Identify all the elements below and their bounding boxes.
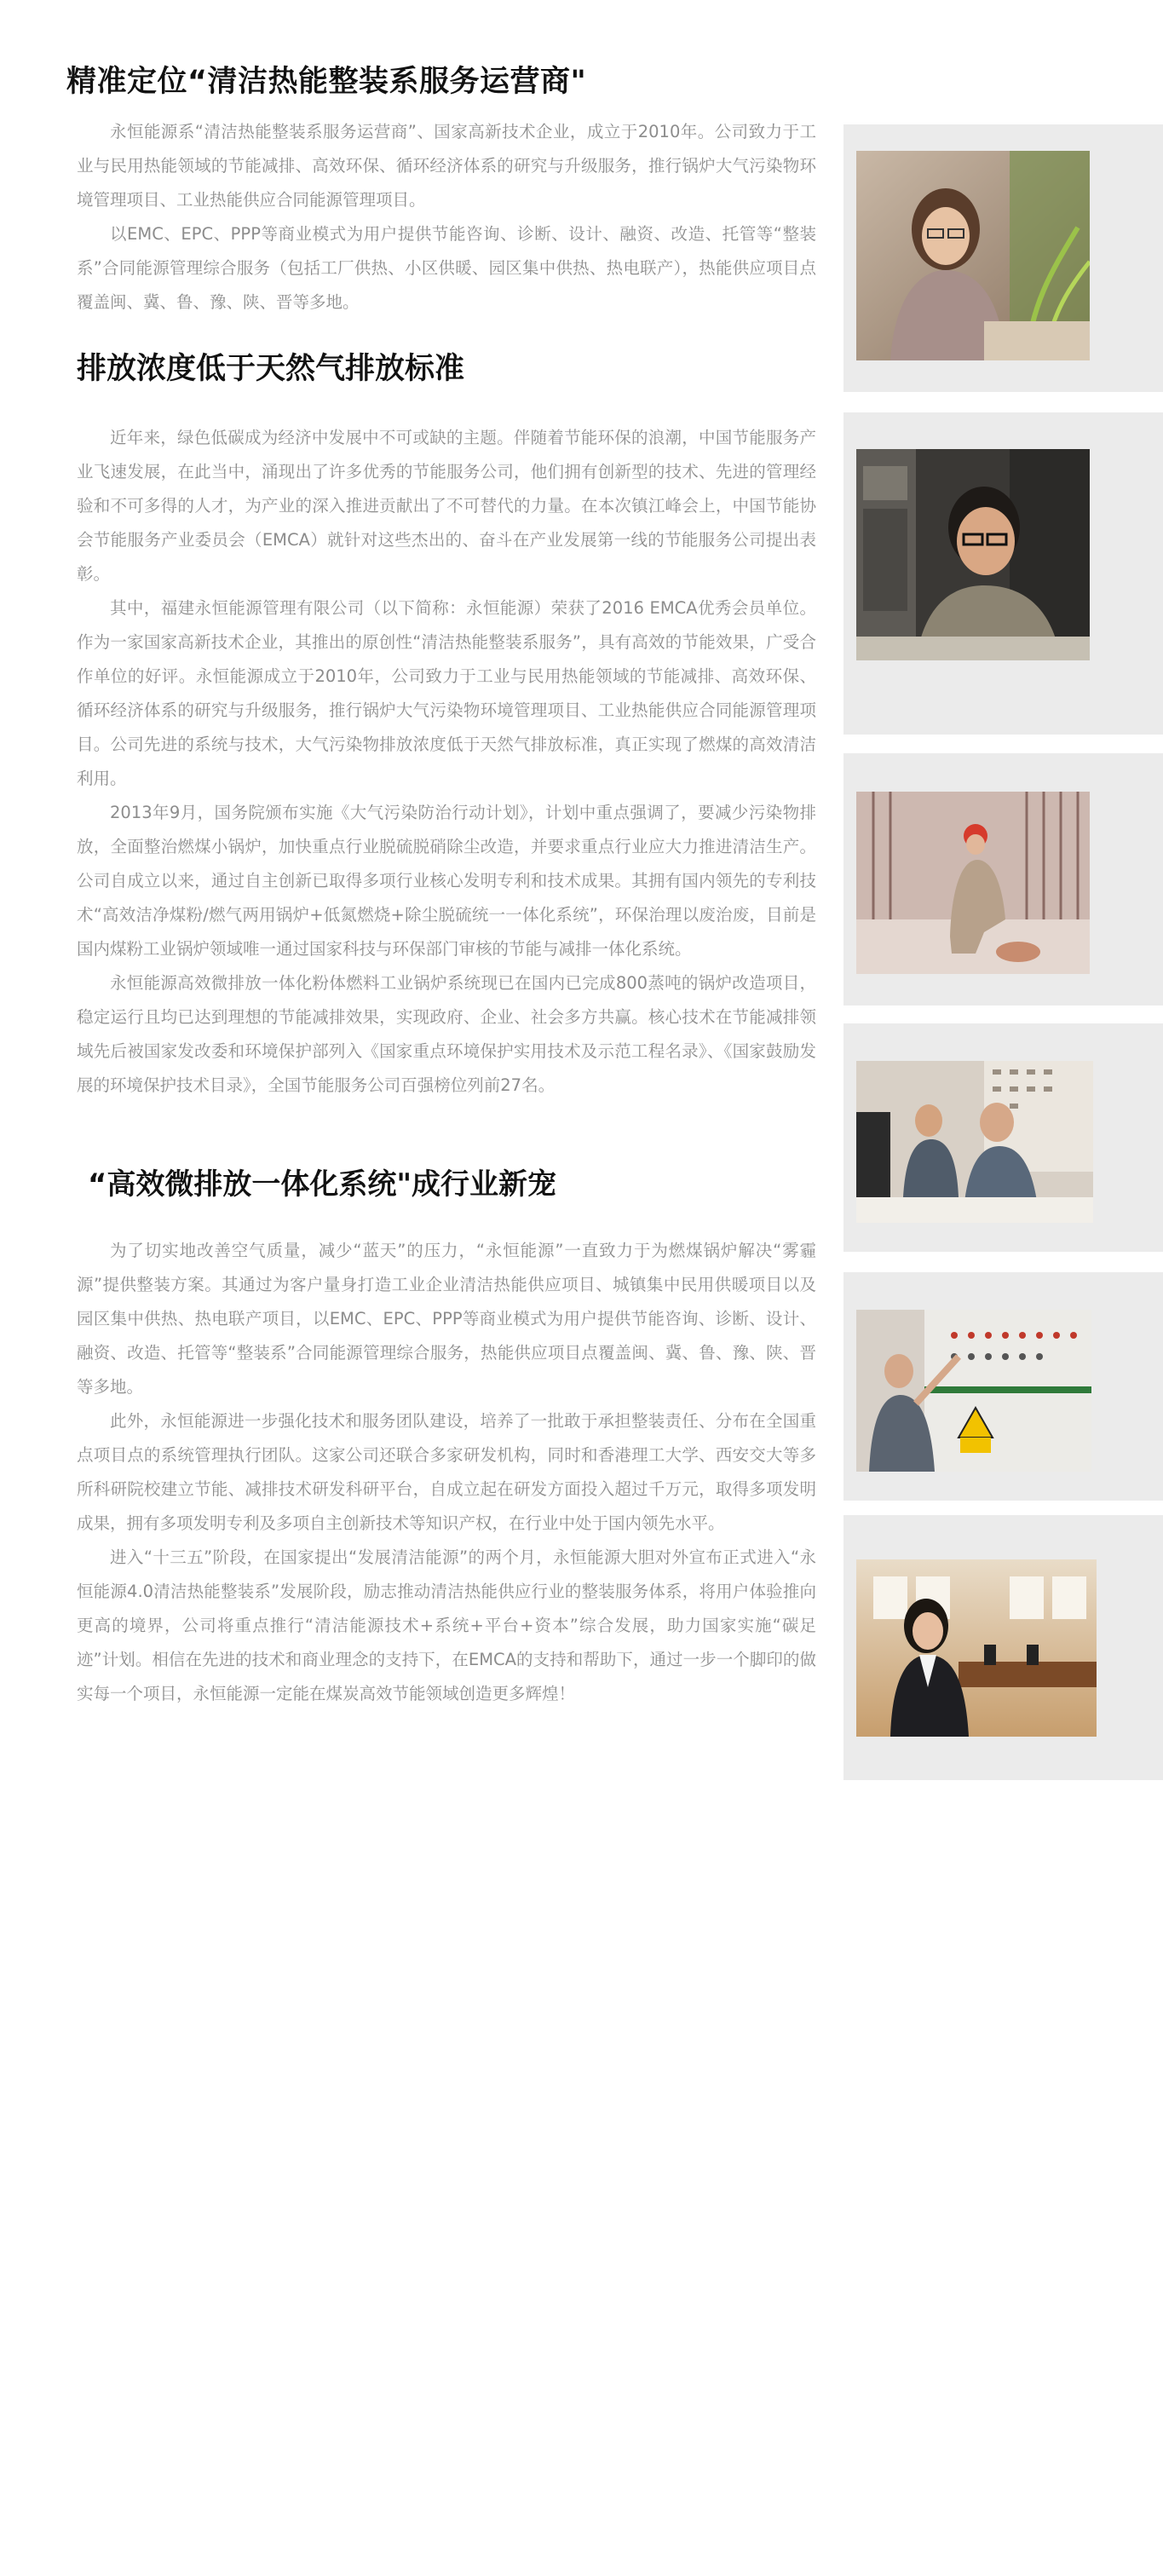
section-2-title: 排放浓度低于天然气排放标准 bbox=[77, 352, 465, 386]
photo-panel-5 bbox=[843, 1272, 1163, 1501]
section-3-title: “高效微排放一体化系统"成行业新宠 bbox=[88, 1167, 557, 1202]
section-2-body bbox=[77, 421, 816, 1103]
section-1-title: 精准定位“清洁热能整装系服务运营商" bbox=[66, 65, 587, 99]
technician-at-switchboard-photo bbox=[856, 1310, 1091, 1472]
paragraph: 以EMC、EPC、PPP等商业模式为用户提供节能咨询、诊断、设计、融资、改造、托管等“整装系”合同能源管理综合服务（包括工厂供热、小区供暖、园区集中供热、热电联产），热能供应项目点覆盖闽、冀、鲁、豫、陕、晋等多地。 bbox=[77, 224, 816, 312]
paragraph: 其中，福建永恒能源管理有限公司（以下简称：永恒能源）荣获了2016 EMCA优秀会员单位。作为一家国家高新技术企业，其推出的原创性“清洁热能整装系服务”，具有高效的节能效果，广受合作单位的好评。永恒能源成立于2010年，公司致力于工业与民用热能领域的节能减排、高效环保、循环经济体系的研究与升级服务，推行锅炉大气污染物环境管理项目、工业热能供应合同能源管理项目。公司先进的系统与技术，大气污染物排放浓度低于天然气排放标准，真正实现了燃煤的高效清洁利用。 bbox=[77, 598, 816, 788]
worker-in-boiler-room-photo bbox=[856, 792, 1090, 974]
paragraph: 2013年9月，国务院颁布实施《大气污染防治行动计划》，计划中重点强调了，要减少污染物排放，全面整治燃煤小锅炉，加快重点行业脱硫脱硝除尘改造，并要求重点行业应大力推进清洁生产。公司自成立以来，通过自主创新已取得多项行业核心发明专利和技术成果。其拥有国内领先的专利技术“高效洁净煤粉/燃气两用锅炉+低氮燃烧+除尘脱硫统一一体化系统”，环保治理以废治废，目前是国内煤粉工业锅炉领域唯一通过国家科技与环保部门审核的节能与减排一体化系统。 bbox=[77, 803, 816, 959]
photo-panel-4 bbox=[843, 1023, 1163, 1252]
engineer-at-control-panel-photo bbox=[856, 449, 1090, 660]
photo-panel-2 bbox=[843, 412, 1163, 735]
businesswoman-in-office-photo bbox=[856, 1559, 1097, 1737]
paragraph: 为了切实地改善空气质量，减少“蓝天”的压力，“永恒能源”一直致力于为燃煤锅炉解决“雾霾源”提供整装方案。其通过为客户量身打造工业企业清洁热能供应项目、城镇集中民用供暖项目以及园区集中供热、热电联产项目，以EMC、EPC、PPP等商业模式为用户提供节能咨询、诊断、设计、融资、改造、托管等“整装系”合同能源管理综合服务，热能供应项目点覆盖闽、冀、鲁、豫、陕、晋等多地。 bbox=[77, 1241, 816, 1397]
paragraph: 此外，永恒能源进一步强化技术和服务团队建设，培养了一批敢于承担整装责任、分布在全国重点项目点的系统管理执行团队。这家公司还联合多家研发机构，同时和香港理工大学、西安交大等多所科研院校建立节能、减排技术研发科研平台，自成立起在研发方面投入超过千万元，取得多项发明成果，拥有多项发明专利及多项自主创新技术等知识产权，在行业中处于国内领先水平。 bbox=[77, 1411, 816, 1533]
paragraph: 永恒能源系“清洁热能整装系服务运营商”、国家高新技术企业，成立于2010年。公司致力于工业与民用热能领域的节能减排、高效环保、循环经济体系的研究与升级服务，推行锅炉大气污染物环境管理项目、工业热能供应合同能源管理项目。 bbox=[77, 122, 816, 210]
photo-panel-3 bbox=[843, 753, 1163, 1006]
paragraph: 进入“十三五”阶段，在国家提出“发展清洁能源”的两个月，永恒能源大胆对外宣布正式进入“永恒能源4.0清洁热能整装系”发展阶段，励志推动清洁热能供应行业的整装服务体系，将用户体验推向更高的境界，公司将重点推行“清洁能源技术+系统+平台+资本”综合发展，助力国家实施“碳足迹”计划。相信在先进的技术和商业理念的支持下，在EMCA的支持和帮助下，通过一步一个脚印的做实每一个项目，永恒能源一定能在煤炭高效节能领域创造更多辉煌！ bbox=[77, 1547, 816, 1703]
photo-panel-6 bbox=[843, 1515, 1163, 1780]
woman-with-glasses-photo bbox=[856, 151, 1090, 360]
section-3-body bbox=[77, 1234, 816, 1711]
paragraph: 永恒能源高效微排放一体化粉体燃料工业锅炉系统现已在国内已完成800蒸吨的锅炉改造项目，稳定运行且均已达到理想的节能减排效果，实现政府、企业、社会多方共赢。核心技术在节能减排领域先后被国家发改委和环境保护部列入《国家重点环境保护实用技术及示范工程名录》、《国家鼓励发展的环境保护技术目录》，全国节能服务公司百强榜位列前27名。 bbox=[77, 973, 816, 1095]
photo-panel-1 bbox=[843, 124, 1163, 392]
operators-at-monitoring-station-photo bbox=[856, 1061, 1093, 1223]
paragraph: 近年来，绿色低碳成为经济中发展中不可或缺的主题。伴随着节能环保的浪潮，中国节能服务产业飞速发展，在此当中，涌现出了许多优秀的节能服务公司，他们拥有创新型的技术、先进的管理经验和不可多得的人才，为产业的深入推进贡献出了不可替代的力量。在本次镇江峰会上，中国节能协会节能服务产业委员会（EMCA）就针对这些杰出的、奋斗在产业发展第一线的节能服务公司提出表彰。 bbox=[77, 428, 816, 584]
section-1-body bbox=[77, 115, 816, 320]
